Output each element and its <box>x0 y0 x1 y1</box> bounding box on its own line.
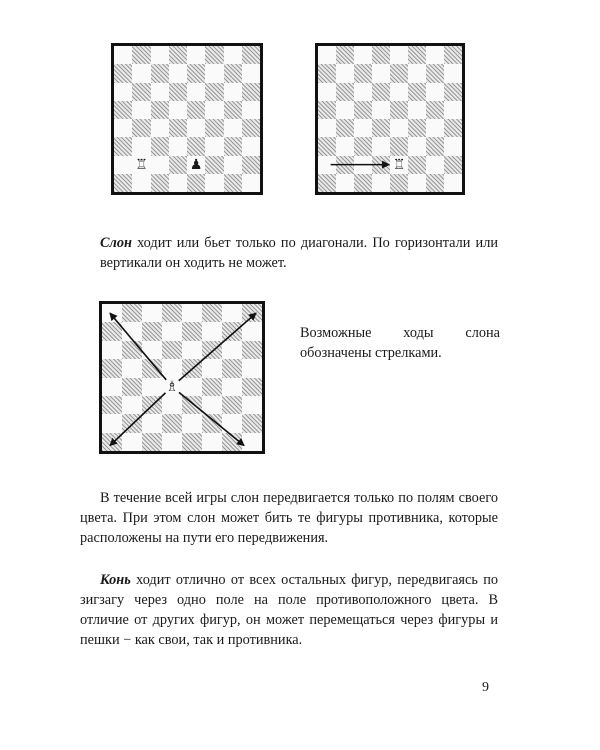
board-square <box>205 83 223 101</box>
board-square <box>102 414 122 432</box>
board-square <box>169 64 187 82</box>
board-square <box>182 359 202 377</box>
board-square <box>162 359 182 377</box>
white-rook-icon: ♖ <box>392 156 406 173</box>
board-square <box>242 174 260 192</box>
board-square <box>142 378 162 396</box>
chessboard-grid <box>102 304 262 451</box>
board-square <box>187 83 205 101</box>
board-square <box>372 101 390 119</box>
board-square <box>182 341 202 359</box>
white-rook-icon: ♖ <box>135 156 148 173</box>
board-square <box>187 119 205 137</box>
board-square <box>132 137 150 155</box>
board-square <box>390 119 408 137</box>
board-square <box>132 101 150 119</box>
board-square <box>408 101 426 119</box>
board-square <box>122 396 142 414</box>
board-square <box>187 64 205 82</box>
board-square <box>426 174 444 192</box>
board-square <box>242 359 262 377</box>
board-square <box>102 433 122 451</box>
board-square <box>132 119 150 137</box>
board-square <box>122 433 142 451</box>
board-square <box>205 119 223 137</box>
board-square <box>390 137 408 155</box>
board-square <box>205 174 223 192</box>
board-square <box>354 156 372 174</box>
board-square <box>408 174 426 192</box>
board-square <box>444 174 462 192</box>
board-square <box>336 64 354 82</box>
board-square <box>169 174 187 192</box>
board-square <box>444 83 462 101</box>
board-square <box>162 396 182 414</box>
board-square <box>242 137 260 155</box>
board-square <box>242 64 260 82</box>
board-square <box>354 83 372 101</box>
board-square <box>202 378 222 396</box>
board-square <box>426 101 444 119</box>
white-bishop-icon: ♗ <box>165 378 179 395</box>
board-square <box>151 46 169 64</box>
board-square <box>151 101 169 119</box>
board-square <box>132 46 150 64</box>
board-square <box>169 46 187 64</box>
board-square <box>122 341 142 359</box>
board-square <box>132 83 150 101</box>
board-square <box>224 137 242 155</box>
board-square <box>372 174 390 192</box>
board-square <box>242 119 260 137</box>
board-square <box>114 46 132 64</box>
board-square <box>336 137 354 155</box>
bishop-rule-paragraph <box>100 233 498 273</box>
board-square <box>122 414 142 432</box>
board-square <box>242 414 262 432</box>
board-square <box>205 46 223 64</box>
board-square <box>114 101 132 119</box>
board-square <box>202 341 222 359</box>
board-square <box>222 322 242 340</box>
board-square <box>318 83 336 101</box>
board-square <box>222 414 242 432</box>
bishop-moves-diagram <box>99 301 265 454</box>
board-square <box>242 378 262 396</box>
board-square <box>242 341 262 359</box>
board-square <box>132 156 150 174</box>
board-square <box>390 101 408 119</box>
board-square <box>318 119 336 137</box>
board-square <box>336 101 354 119</box>
board-square <box>114 64 132 82</box>
board-square <box>242 101 260 119</box>
board-square <box>354 101 372 119</box>
board-square <box>372 64 390 82</box>
board-square <box>318 137 336 155</box>
board-square <box>390 156 408 174</box>
board-square <box>318 46 336 64</box>
bishop-diagram-caption: Возможные ходы слона обозначены стрелками. <box>300 325 500 361</box>
board-square <box>222 396 242 414</box>
board-square <box>142 414 162 432</box>
bishop-color-paragraph: В течение всей игры слон передвигается только по полям своего цвета. При этом слон может бить те фигуры противника, которые расположены на пути его передвижения. <box>80 490 498 546</box>
board-square <box>151 156 169 174</box>
board-square <box>151 174 169 192</box>
board-square <box>114 137 132 155</box>
board-square <box>182 378 202 396</box>
chessboard-grid <box>114 46 260 192</box>
board-square <box>205 101 223 119</box>
board-square <box>122 304 142 322</box>
board-square <box>222 378 242 396</box>
board-square <box>202 433 222 451</box>
board-square <box>205 64 223 82</box>
board-square <box>162 414 182 432</box>
board-square <box>182 322 202 340</box>
board-square <box>224 156 242 174</box>
board-square <box>242 304 262 322</box>
board-square <box>162 341 182 359</box>
board-square <box>162 322 182 340</box>
board-square <box>242 433 262 451</box>
bishop-term: Слон <box>100 235 132 251</box>
board-square <box>202 359 222 377</box>
board-square <box>151 137 169 155</box>
rook-capture-diagram <box>111 43 263 195</box>
board-square <box>169 137 187 155</box>
board-square <box>318 174 336 192</box>
board-square <box>354 137 372 155</box>
board-square <box>142 396 162 414</box>
board-square <box>202 304 222 322</box>
board-square <box>354 46 372 64</box>
board-square <box>426 83 444 101</box>
board-square <box>222 359 242 377</box>
board-square <box>336 46 354 64</box>
board-square <box>132 174 150 192</box>
board-square <box>169 156 187 174</box>
board-square <box>151 64 169 82</box>
board-square <box>444 137 462 155</box>
board-square <box>102 341 122 359</box>
board-square <box>187 101 205 119</box>
board-square <box>408 119 426 137</box>
board-square <box>182 396 202 414</box>
board-square <box>390 174 408 192</box>
board-square <box>390 46 408 64</box>
board-square <box>142 304 162 322</box>
board-square <box>372 137 390 155</box>
board-square <box>222 433 242 451</box>
chessboard-grid <box>318 46 462 192</box>
board-square <box>151 83 169 101</box>
board-square <box>202 414 222 432</box>
knight-rule-text: ходит отлично от всех остальных фигур, передвигаясь по зигзагу через одно поле на поле противоположного цвета. В отличие от других фигур, он может перемещаться через фигуры и пешки − как свои, так и противника. <box>80 572 498 648</box>
board-square <box>408 64 426 82</box>
board-square <box>408 46 426 64</box>
board-square <box>426 46 444 64</box>
board-square <box>169 83 187 101</box>
board-square <box>336 119 354 137</box>
board-square <box>162 304 182 322</box>
board-square <box>187 46 205 64</box>
board-square <box>372 83 390 101</box>
board-square <box>224 174 242 192</box>
board-square <box>408 156 426 174</box>
board-square <box>426 64 444 82</box>
board-square <box>336 83 354 101</box>
board-square <box>444 64 462 82</box>
board-square <box>354 119 372 137</box>
rook-move-diagram <box>315 43 465 195</box>
board-square <box>182 414 202 432</box>
bishop-rule-text: ходит или бьет только по диагонали. По горизонтали или вертикали он ходить не может. <box>100 235 498 271</box>
board-square <box>102 322 122 340</box>
board-square <box>224 64 242 82</box>
board-square <box>242 156 260 174</box>
board-square <box>372 46 390 64</box>
knight-term: Конь <box>100 572 131 588</box>
board-square <box>426 137 444 155</box>
black-pawn-icon: ♟ <box>189 156 203 173</box>
board-square <box>114 119 132 137</box>
board-square <box>408 137 426 155</box>
board-square <box>354 64 372 82</box>
board-square <box>102 378 122 396</box>
board-square <box>122 359 142 377</box>
board-square <box>122 378 142 396</box>
board-square <box>318 64 336 82</box>
board-square <box>426 119 444 137</box>
board-square <box>224 101 242 119</box>
board-square <box>372 156 390 174</box>
board-square <box>162 433 182 451</box>
board-square <box>142 322 162 340</box>
board-square <box>151 119 169 137</box>
board-square <box>114 156 132 174</box>
knight-rule-paragraph <box>80 570 498 650</box>
board-square <box>336 156 354 174</box>
board-square <box>372 119 390 137</box>
board-square <box>114 83 132 101</box>
board-square <box>242 83 260 101</box>
board-square <box>318 156 336 174</box>
board-square <box>102 304 122 322</box>
board-square <box>182 433 202 451</box>
board-square <box>242 322 262 340</box>
board-square <box>169 101 187 119</box>
board-square <box>169 119 187 137</box>
board-square <box>224 83 242 101</box>
board-square <box>187 137 205 155</box>
board-square <box>114 174 132 192</box>
board-square <box>187 156 205 174</box>
board-square <box>102 359 122 377</box>
board-square <box>205 137 223 155</box>
board-square <box>408 83 426 101</box>
board-square <box>444 119 462 137</box>
board-square <box>162 378 182 396</box>
board-square <box>202 322 222 340</box>
board-square <box>222 341 242 359</box>
board-square <box>242 396 262 414</box>
board-square <box>318 101 336 119</box>
board-square <box>202 396 222 414</box>
board-square <box>426 156 444 174</box>
board-square <box>142 433 162 451</box>
page-number: 9 <box>482 680 489 695</box>
board-square <box>132 64 150 82</box>
board-square <box>187 174 205 192</box>
board-square <box>242 46 260 64</box>
board-square <box>354 174 372 192</box>
board-square <box>444 46 462 64</box>
board-square <box>390 64 408 82</box>
board-square <box>102 396 122 414</box>
board-square <box>444 101 462 119</box>
board-square <box>390 83 408 101</box>
board-square <box>205 156 223 174</box>
board-square <box>224 119 242 137</box>
board-square <box>142 359 162 377</box>
board-square <box>222 304 242 322</box>
board-square <box>224 46 242 64</box>
board-square <box>336 174 354 192</box>
board-square <box>122 322 142 340</box>
board-square <box>182 304 202 322</box>
board-square <box>142 341 162 359</box>
board-square <box>444 156 462 174</box>
